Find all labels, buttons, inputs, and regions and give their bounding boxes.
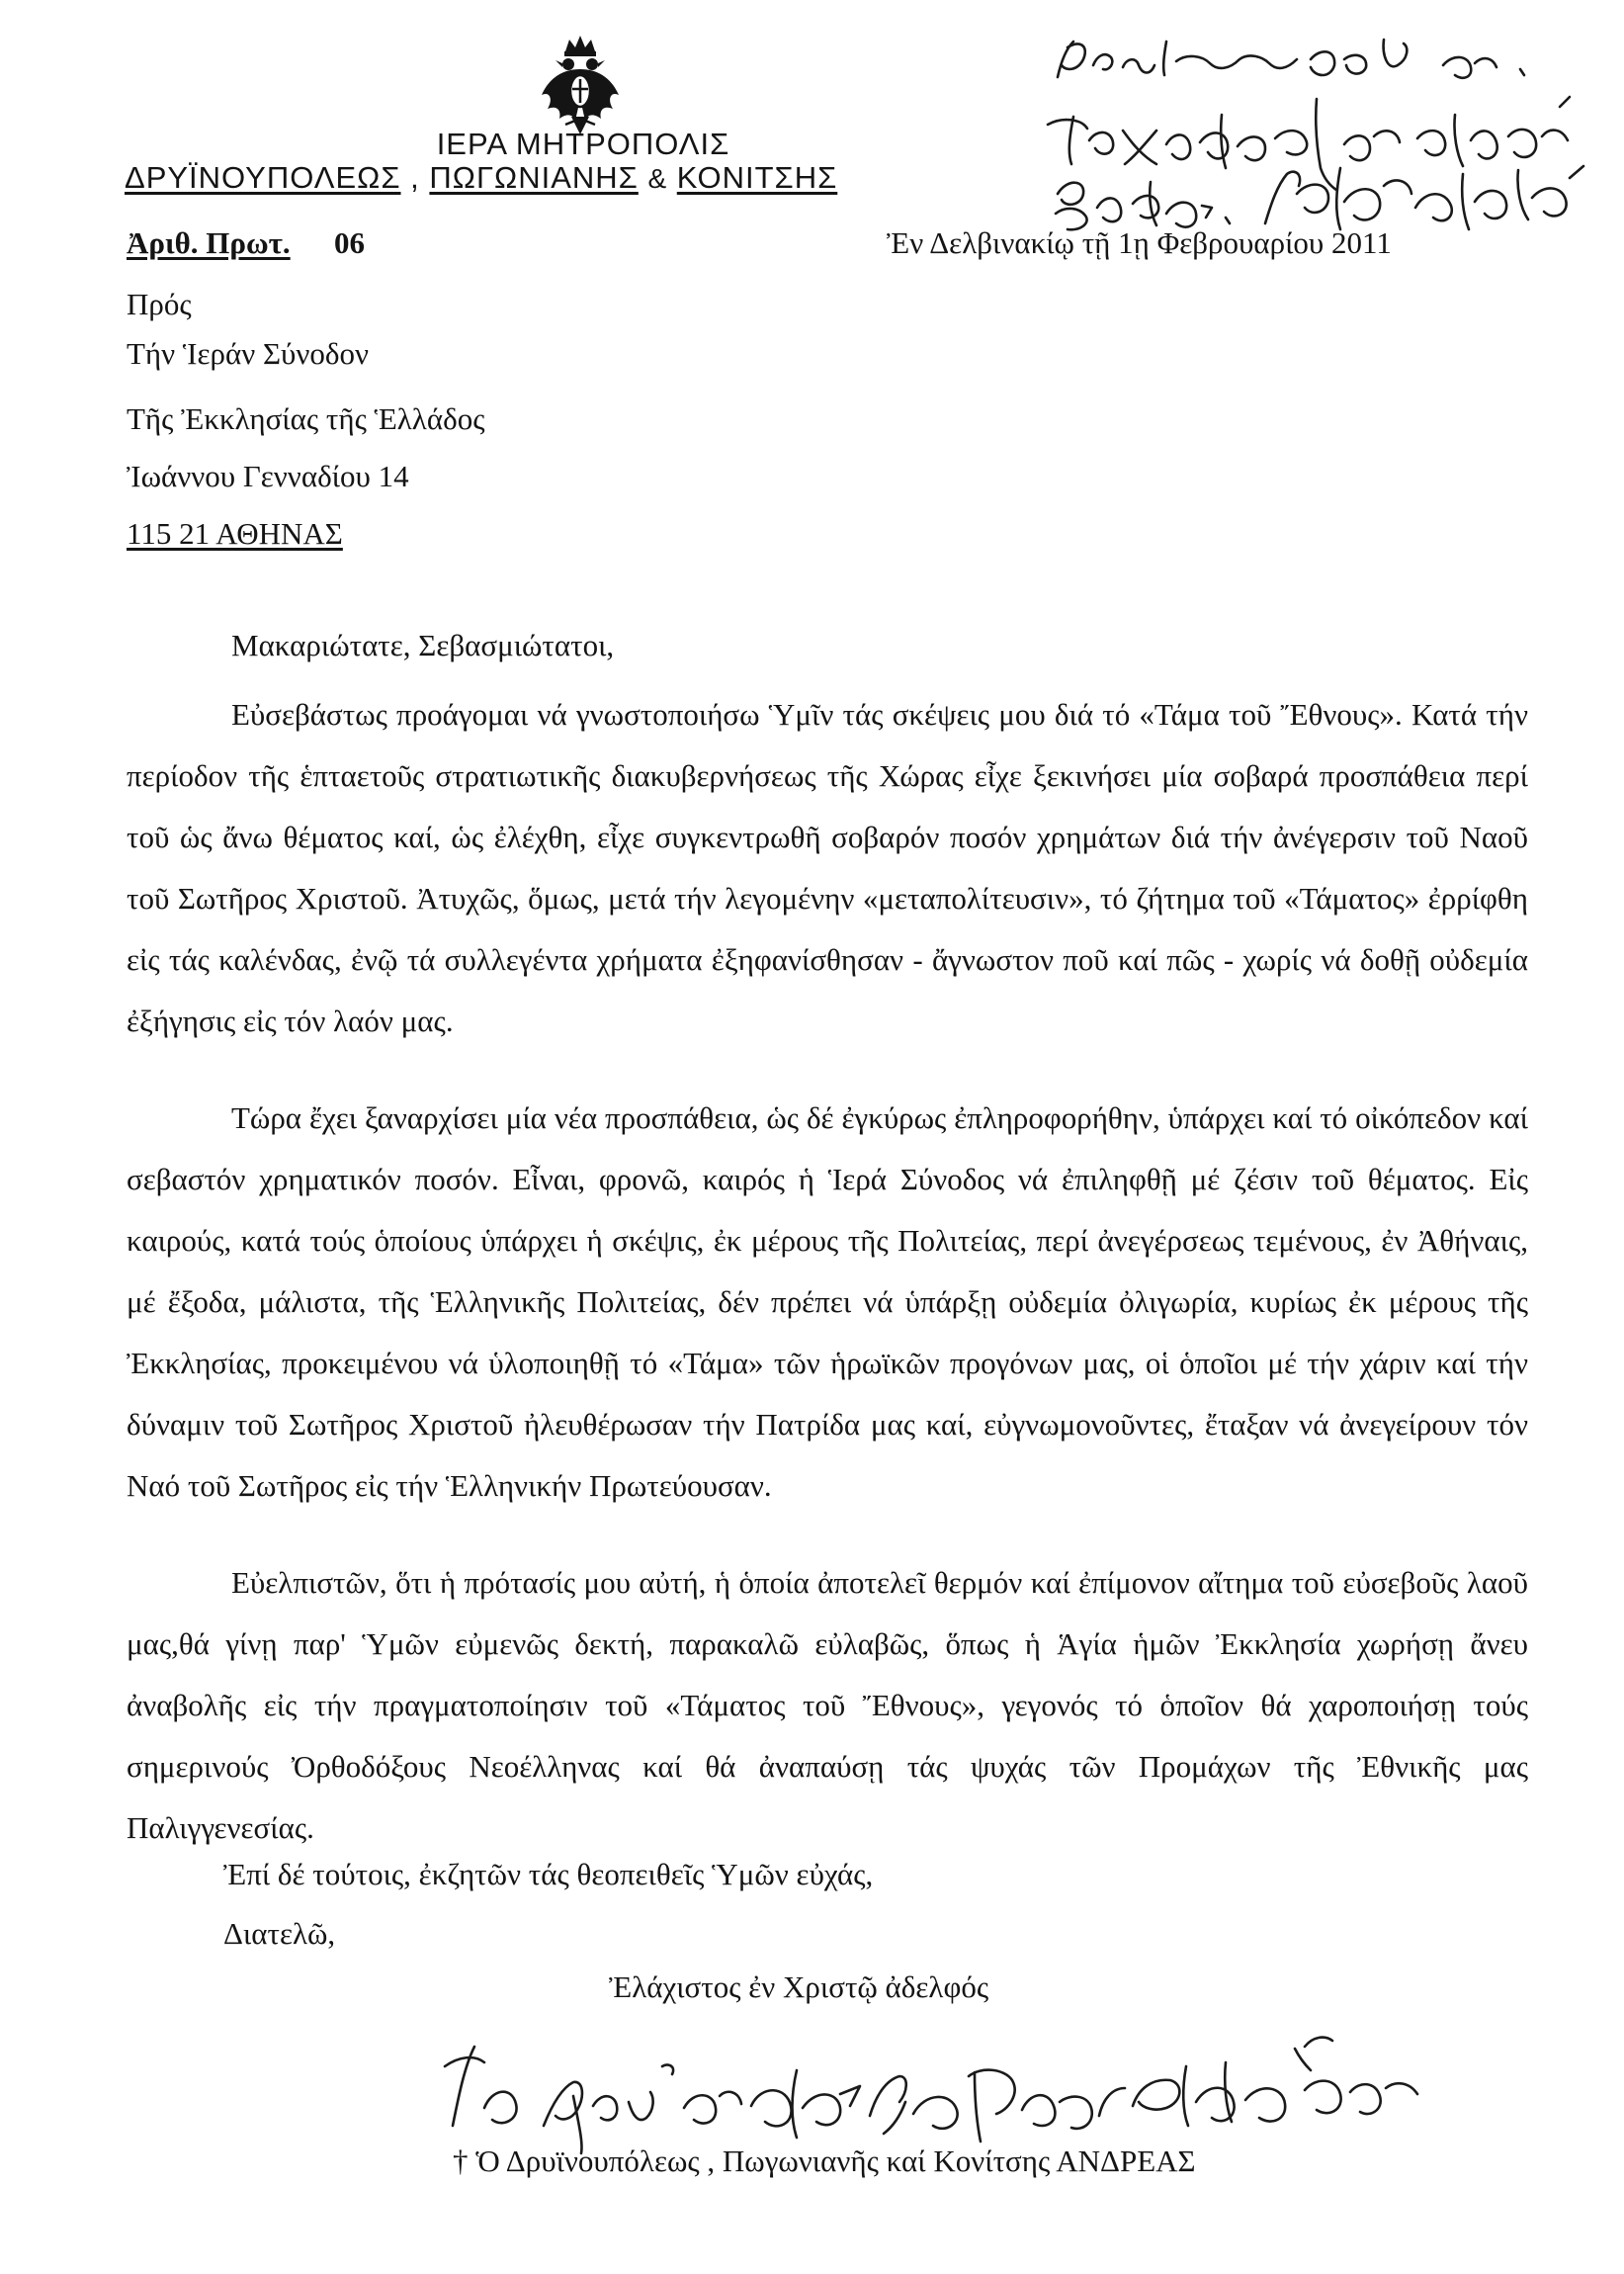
recipient-line-2: Τῆς Ἐκκλησίας τῆς Ἑλλάδος [127,401,485,436]
letter-date: Ἐν Δελβινακίῳ τῇ 1ῃ Φεβρουαρίου 2011 [887,225,1392,260]
letterhead-ampersand: & [647,163,668,194]
letterhead-separator: , [410,160,420,195]
letterhead-diocese-3: ΚΟΝΙΤΣΗΣ [676,160,838,195]
salutation: Μακαριώτατε, Σεβασμιώτατοι, [231,628,615,662]
closing-line-3: Ἐλάχιστος ἐν Χριστῷ ἀδελφός [609,1969,989,2004]
closing-line-1: Ἐπί δέ τούτοις, ἐκζητῶν τάς θεοπειθεῖς Ὑμῶν εὐχάς, [223,1857,874,1891]
signer-name: † Ὁ Δρυϊνουπόλεως , Πωγωνιανῆς καί Κονίτσης ΑΝΔΡΕΑΣ [453,2143,1196,2178]
paragraph-1: Εὐσεβάστως προάγομαι νά γνωστοποιήσω Ὑμῖν τάς σκέψεις μου διά τό «Τάμα τοῦ Ἔθνους». Κατά τήν περίοδον τῆς ἑπταετοῦς στρατιωτικῆς διακυβερνήσεως τῆς Χώρας εἶχε ξεκινήσει μία σοβαρά προσπάθεια περί τοῦ ὡς ἄνω θέματος καί, ὡς ἐλέχθη, εἶχε συγκεντρωθῆ σοβαρόν ποσόν χρημάτων διά τήν ἀνέγερσιν τοῦ Ναοῦ τοῦ Σωτῆρος Χριστοῦ. Ἀτυχῶς, ὅμως, μετά τήν λεγομένην «μεταπολίτευσιν», τό ζήτημα τοῦ «Τάματος» ἐρρίφθη εἰς τάς καλένδας, ἐνῷ τά συλλεγέντα χρήματα ἐξηφανίσθησαν - ἄγνωστον ποῦ καί πῶς - χωρίς νά δοθῇ οὐδεμία ἐξήγησις εἰς τόν λαόν μας. [127,697,1528,1038]
letterhead-diocese-2: ΠΩΓΩΝΙΑΝΗΣ [429,160,639,195]
paragraph-3: Εὐελπιστῶν, ὅτι ἡ πρότασίς μου αὐτή, ἡ ὁποία ἀποτελεῖ θερμόν καί ἐπίμονον αἴτημα τοῦ εὐσεβοῦς λαοῦ μας,θά γίνῃ παρ' Ὑμῶν εὐμενῶς δεκτή, παρακαλῶ εὐλαβῶς, ὅπως ἡ Ἁγία ἡμῶν Ἐκκλησία χωρήσῃ ἄνευ ἀναβολῆς εἰς τήν πραγματοποίησιν τοῦ «Τάματος τοῦ Ἔθνους», γεγονός τό ὁποῖον θά χαροποιήσῃ τούς σημερινούς Ὀρθοδόξους Νεοέλληνας καί θά ἀναπαύσῃ τάς ψυχάς τῶν Προμάχων τῆς Ἐθνικῆς μας Παλιγγενεσίας. [127,1565,1528,1845]
letterhead-subtitle [125,160,837,196]
paragraph-2: Τώρα ἔχει ξαναρχίσει μία νέα προσπάθεια, ὡς δέ ἐγκύρως ἐπληροφορήθην, ὑπάρχει καί τό οἰκόπεδον καί σεβαστόν χρηματικόν ποσόν. Εἶναι, φρονῶ, καιρός ἡ Ἱερά Σύνοδος νά ἐπιληφθῇ μέ ζέσιν τοῦ θέματος. Εἰς καιρούς, κατά τούς ὁποίους ὑπάρχει ἡ σκέψις, ἐκ μέρους τῆς Πολιτείας, περί ἀνεγέρσεως τεμένους, ἐν Ἀθήναις, μέ ἔξοδα, μάλιστα, τῆς Ἑλληνικῆς Πολιτείας, δέν πρέπει νά ὑπάρξῃ οὐδεμία ὀλιγωρία, κυρίως ἐκ μέρους τῆς Ἐκκλησίας, προκειμένου νά ὑλοποιηθῇ τό «Τάμα» τῶν ἡρωϊκῶν προγόνων μας, οἱ ὁποῖοι μέ τήν χάριν καί τήν δύναμιν τοῦ Σωτῆρος Χριστοῦ ἠλευθέρωσαν τήν Πατρίδα μας καί, εὐγνωμονοῦντες, ἔταξαν νά ἀνεγείρουν τόν Ναό τοῦ Σωτῆρος εἰς τήν Ἑλληνικήν Πρωτεύουσαν. [127,1100,1528,1503]
recipient-line-3: Ἰωάννου Γενναδίου 14 [127,459,409,493]
protocol-number-label: Ἀριθ. Πρωτ. [127,225,291,260]
handwritten-note-icon [1028,20,1601,247]
closing-line-2: Διατελῶ, [223,1916,336,1951]
letterhead-diocese-1: ΔΡΥΪΝΟΥΠΟΛΕΩΣ [125,160,401,195]
recipient-prefix: Πρός [127,287,192,321]
recipient-line-4: 115 21 ΑΘΗΝΑΣ [127,516,343,551]
double-headed-eagle-crest-icon [536,30,625,138]
handwritten-signature-icon [435,2027,1433,2155]
letterhead-title: ΙΕΡΑ ΜΗΤΡΟΠΟΛΙΣ [436,127,730,161]
recipient-line-1: Τήν Ἱεράν Σύνοδον [127,336,370,371]
protocol-number: 06 [334,225,365,260]
